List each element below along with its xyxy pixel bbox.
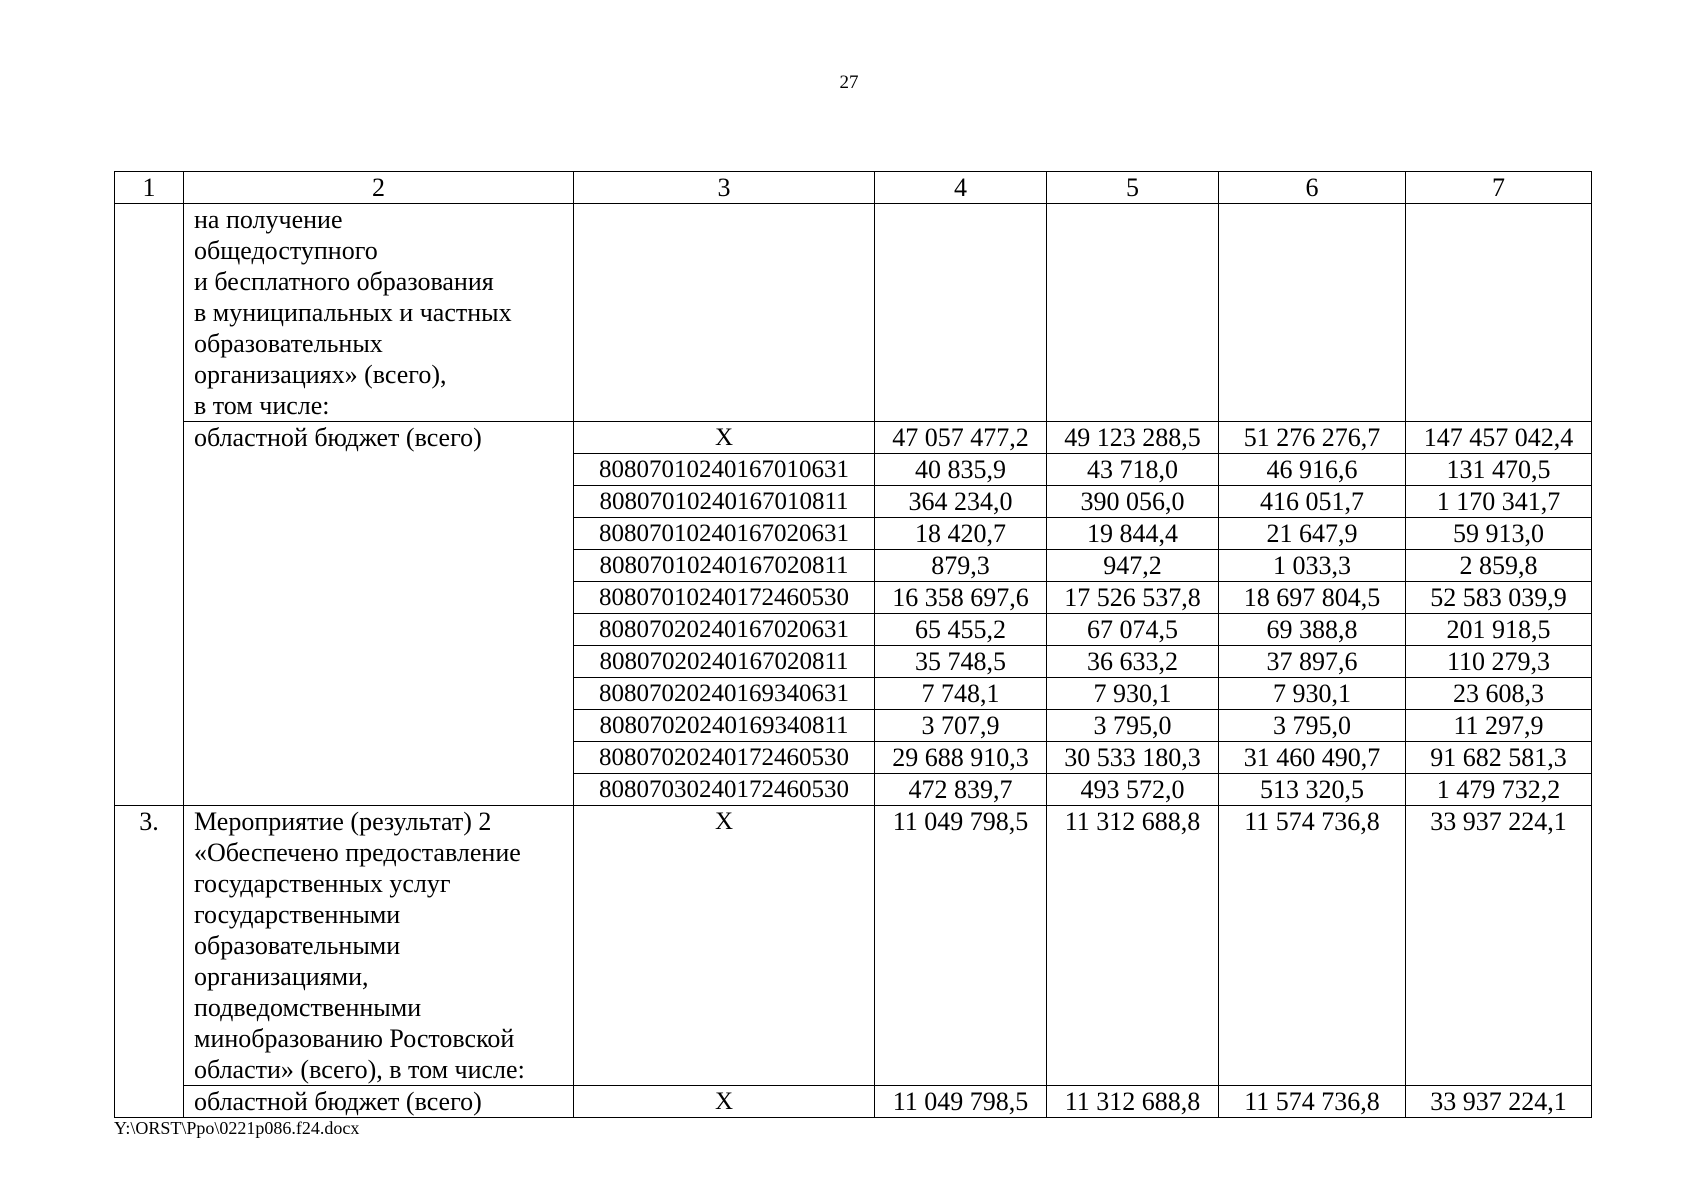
value-cell: 110 279,3 — [1406, 646, 1592, 678]
description-line: «Обеспечено предоставление — [194, 838, 521, 867]
code-cell: X — [574, 1086, 875, 1118]
code-cell: 80807020240167020811 — [574, 646, 875, 678]
value-cell: 33 937 224,1 — [1406, 1086, 1592, 1118]
description-line: организациях» (всего), — [194, 360, 447, 389]
table-header-row — [115, 172, 1592, 204]
value-cell: 11 574 736,8 — [1219, 806, 1406, 1086]
value-cell: 23 608,3 — [1406, 678, 1592, 710]
value-cell: 7 930,1 — [1047, 678, 1219, 710]
value-cell: 18 697 804,5 — [1219, 582, 1406, 614]
description-line: на получение — [194, 205, 343, 234]
column-header: 7 — [1406, 172, 1592, 204]
column-header: 1 — [115, 172, 184, 204]
value-cell: 29 688 910,3 — [875, 742, 1047, 774]
value-cell: 11 049 798,5 — [875, 806, 1047, 1086]
value-cell: 131 470,5 — [1406, 454, 1592, 486]
empty-cell — [1406, 204, 1592, 422]
description-line: и бесплатного образования — [194, 267, 494, 296]
column-header: 3 — [574, 172, 875, 204]
code-cell: 80807010240167010811 — [574, 486, 875, 518]
value-cell: 1 033,3 — [1219, 550, 1406, 582]
column-header: 6 — [1219, 172, 1406, 204]
budget-label-cell: областной бюджет (всего) — [184, 1086, 574, 1118]
description-line: области» (всего), в том числе: — [194, 1055, 525, 1084]
value-cell: 11 574 736,8 — [1219, 1086, 1406, 1118]
value-cell: 52 583 039,9 — [1406, 582, 1592, 614]
value-cell: 201 918,5 — [1406, 614, 1592, 646]
value-cell: 67 074,5 — [1047, 614, 1219, 646]
value-cell: 47 057 477,2 — [875, 422, 1047, 454]
code-cell: 80807010240172460530 — [574, 582, 875, 614]
value-cell: 36 633,2 — [1047, 646, 1219, 678]
value-cell: 416 051,7 — [1219, 486, 1406, 518]
value-cell: 472 839,7 — [875, 774, 1047, 806]
description-line: государственных услуг — [194, 869, 451, 898]
subtotal-row — [115, 1086, 1592, 1118]
description-line: Мероприятие (результат) 2 — [194, 807, 492, 836]
value-cell: 35 748,5 — [875, 646, 1047, 678]
description-line: образовательных — [194, 329, 383, 358]
description-line: минобразованию Ростовской — [194, 1024, 515, 1053]
value-cell: 147 457 042,4 — [1406, 422, 1592, 454]
description-line: общедоступного — [194, 236, 378, 265]
value-cell: 7 930,1 — [1219, 678, 1406, 710]
column-header: 2 — [184, 172, 574, 204]
code-cell: 80807020240169340811 — [574, 710, 875, 742]
value-cell: 947,2 — [1047, 550, 1219, 582]
row-number-cell: 3. — [115, 806, 184, 1118]
description-row — [115, 204, 1592, 422]
value-cell: 19 844,4 — [1047, 518, 1219, 550]
value-cell: 30 533 180,3 — [1047, 742, 1219, 774]
value-cell: 49 123 288,5 — [1047, 422, 1219, 454]
code-cell: 80807010240167020811 — [574, 550, 875, 582]
value-cell: 16 358 697,6 — [875, 582, 1047, 614]
value-cell: 11 312 688,8 — [1047, 1086, 1219, 1118]
value-cell: 65 455,2 — [875, 614, 1047, 646]
empty-cell — [1219, 204, 1406, 422]
description-line: организациями, — [194, 962, 369, 991]
description-line: образовательными — [194, 931, 401, 960]
code-cell: 80807020240167020631 — [574, 614, 875, 646]
value-cell: 11 049 798,5 — [875, 1086, 1047, 1118]
value-cell: 2 859,8 — [1406, 550, 1592, 582]
description-line: подведомственными — [194, 993, 422, 1022]
footer-file-path: Y:\ORST\Ppo\0221p086.f24.docx — [114, 1118, 360, 1138]
value-cell: 40 835,9 — [875, 454, 1047, 486]
description-cell — [184, 204, 574, 422]
value-cell: 18 420,7 — [875, 518, 1047, 550]
row-number-cell — [115, 204, 184, 806]
value-cell: 46 916,6 — [1219, 454, 1406, 486]
code-cell: 80807010240167020631 — [574, 518, 875, 550]
value-cell: 1 170 341,7 — [1406, 486, 1592, 518]
value-cell: 11 312 688,8 — [1047, 806, 1219, 1086]
value-cell: 33 937 224,1 — [1406, 806, 1592, 1086]
value-cell: 879,3 — [875, 550, 1047, 582]
value-cell: 59 913,0 — [1406, 518, 1592, 550]
empty-cell — [1047, 204, 1219, 422]
description-line: государственными — [194, 900, 401, 929]
page-number: 27 — [839, 72, 859, 93]
description-line: в муниципальных и частных — [194, 298, 512, 327]
value-cell: 3 795,0 — [1219, 710, 1406, 742]
value-cell: 1 479 732,2 — [1406, 774, 1592, 806]
empty-cell — [574, 204, 875, 422]
value-cell: 3 795,0 — [1047, 710, 1219, 742]
value-cell: 390 056,0 — [1047, 486, 1219, 518]
value-cell: 69 388,8 — [1219, 614, 1406, 646]
value-cell: 91 682 581,3 — [1406, 742, 1592, 774]
column-header: 4 — [875, 172, 1047, 204]
value-cell: 513 320,5 — [1219, 774, 1406, 806]
description-cell — [184, 806, 574, 1086]
value-cell: 43 718,0 — [1047, 454, 1219, 486]
code-cell: X — [574, 422, 875, 454]
budget-table — [114, 171, 1592, 1118]
code-cell: 80807020240169340631 — [574, 678, 875, 710]
code-cell: 80807030240172460530 — [574, 774, 875, 806]
budget-label-cell: областной бюджет (всего) — [184, 422, 574, 806]
value-cell: 21 647,9 — [1219, 518, 1406, 550]
code-cell: X — [574, 806, 875, 1086]
value-cell: 3 707,9 — [875, 710, 1047, 742]
value-cell: 364 234,0 — [875, 486, 1047, 518]
value-cell: 493 572,0 — [1047, 774, 1219, 806]
column-header: 5 — [1047, 172, 1219, 204]
value-cell: 17 526 537,8 — [1047, 582, 1219, 614]
description-line: в том числе: — [194, 391, 330, 420]
value-cell: 31 460 490,7 — [1219, 742, 1406, 774]
value-cell: 7 748,1 — [875, 678, 1047, 710]
code-cell: 80807020240172460530 — [574, 742, 875, 774]
activity-row — [115, 806, 1592, 1086]
value-cell: 11 297,9 — [1406, 710, 1592, 742]
code-cell: 80807010240167010631 — [574, 454, 875, 486]
value-cell: 37 897,6 — [1219, 646, 1406, 678]
subtotal-row — [115, 422, 1592, 454]
empty-cell — [875, 204, 1047, 422]
value-cell: 51 276 276,7 — [1219, 422, 1406, 454]
